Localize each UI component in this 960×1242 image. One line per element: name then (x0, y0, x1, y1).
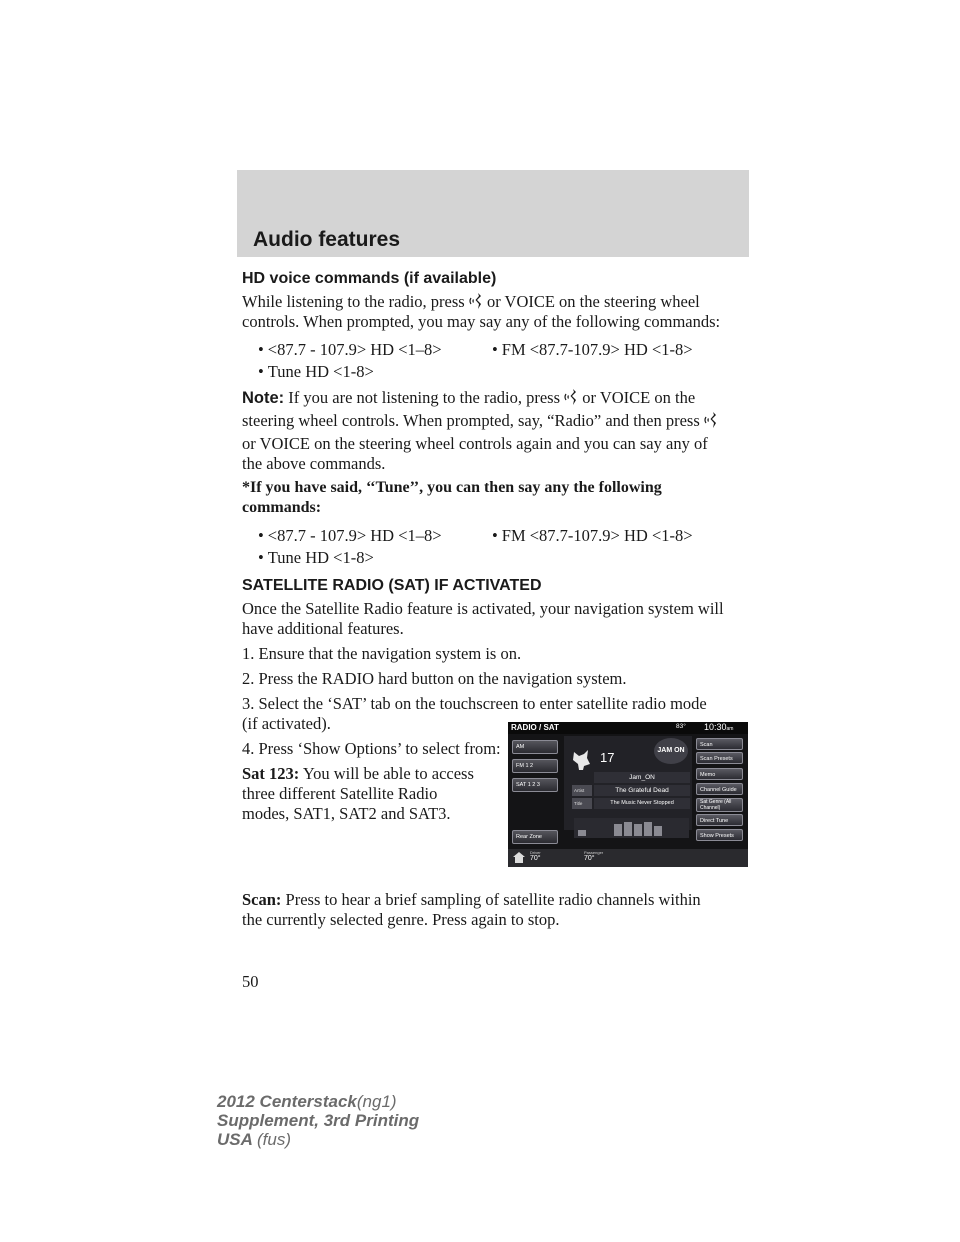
fm-tab[interactable]: FM 1 2 (512, 759, 558, 773)
voice-icon (469, 292, 483, 310)
sat123-line1: Sat 123: You will be able to access (242, 764, 474, 783)
artist-label: Artist (572, 785, 592, 796)
hd-bullet-1: • <87.7 - 107.9> HD <1–8> (258, 340, 442, 360)
sat-heading: SATELLITE RADIO (SAT) IF ACTIVATED (242, 577, 542, 594)
song-title: The Music Never Stopped (594, 798, 690, 809)
rear-zone-button[interactable]: Rear Zone (512, 830, 558, 844)
hd-intro-line2: controls. When prompted, you may say any of the following commands: (242, 312, 721, 331)
hd-heading: HD voice commands (if available) (242, 270, 497, 287)
tune-heading-line2: commands: (242, 499, 322, 516)
note-line3: or VOICE on the steering wheel controls again and you can say any of (242, 434, 708, 453)
hd-bullet-3: • Tune HD <1-8> (258, 362, 374, 382)
hd-intro-line1: While listening to the radio, press or VOICE on the steering wheel (242, 292, 700, 311)
driver-temp: 70° (530, 855, 541, 862)
driver-label: Driver (530, 850, 541, 855)
show-presets-button[interactable]: Show Presets (696, 829, 743, 841)
home-icon[interactable] (513, 852, 525, 863)
sat-intro-line2: have additional features. (242, 619, 404, 638)
sat-step-4: 4. Press ‘Show Options’ to select from: (242, 739, 501, 758)
am-tab[interactable]: AM (512, 740, 558, 754)
section-title: Audio features (253, 228, 401, 251)
note-line2: steering wheel controls. When prompted, say, “Radio” and then press (242, 411, 718, 431)
title-label: Title (572, 798, 592, 809)
sat-step-2: 2. Press the RADIO hard button on the navigation system. (242, 669, 627, 688)
tune-bullet-3: • Tune HD <1-8> (258, 548, 374, 568)
equalizer-panel (574, 818, 689, 838)
footer-line2: Supplement, 3rd Printing (217, 1111, 420, 1130)
memo-button[interactable]: Memo (696, 768, 743, 780)
sat-step-3-cont: (if activated). (242, 714, 331, 733)
hd-bullet-2: • FM <87.7-107.9> HD <1-8> (492, 340, 693, 360)
tune-bullet-2: • FM <87.7-107.9> HD <1-8> (492, 526, 693, 546)
scan-option-button[interactable]: Scan (696, 738, 743, 750)
scan-line1: Scan: Press to hear a brief sampling of satellite radio channels within (242, 890, 701, 909)
dog-icon (570, 748, 592, 772)
screen-title: RADIO / SAT (511, 723, 559, 732)
note-line1: Note: If you are not listening to the radio, press or VOICE on the (242, 388, 696, 407)
screen-temp: 83° (676, 723, 686, 730)
radio-screen (508, 722, 748, 867)
sat-intro-line1: Once the Satellite Radio feature is activated, your navigation system will (242, 599, 724, 618)
footer-line1: 2012 Centerstack(ng1) (217, 1092, 397, 1111)
sat123-line3: modes, SAT1, SAT2 and SAT3. (242, 804, 451, 823)
channel-guide-button[interactable]: Channel Guide (696, 783, 743, 795)
page-number: 50 (242, 972, 259, 991)
scan-presets-button[interactable]: Scan Presets (696, 752, 743, 764)
tune-heading-line1: *If you have said, ‘‘Tune’’, you can then say any the following (242, 479, 662, 496)
sat-genre-button[interactable]: Sat Genre (All Channel) (696, 798, 743, 812)
footer-line3: USA (fus) (217, 1130, 291, 1149)
channel-name: Jam_ON (594, 772, 690, 783)
scan-line2: the currently selected genre. Press again to stop. (242, 910, 560, 929)
artist-name: The Grateful Dead (594, 785, 690, 796)
print-footer (217, 1092, 419, 1149)
direct-tune-button[interactable]: Direct Tune (696, 814, 743, 826)
sat-tab[interactable]: SAT 1 2 3 (512, 778, 558, 792)
sat-step-1: 1. Ensure that the navigation system is on. (242, 644, 522, 663)
voice-icon (564, 388, 578, 406)
tune-bullet-1: • <87.7 - 107.9> HD <1–8> (258, 526, 442, 546)
sat-step-3: 3. Select the ‘SAT’ tab on the touchscreen to enter satellite radio mode (242, 694, 707, 713)
passenger-temp: 70° (584, 855, 595, 862)
passenger-label: Passenger (584, 850, 604, 855)
voice-icon (704, 411, 718, 429)
section-header (237, 170, 749, 257)
channel-number: 17 (600, 750, 615, 765)
climate-bar (508, 849, 748, 867)
note-line4: the above commands. (242, 454, 386, 473)
screen-time: 10:30am (704, 722, 734, 732)
sat123-line2: three different Satellite Radio (242, 784, 438, 803)
channel-logo: JAM ON (654, 738, 688, 764)
